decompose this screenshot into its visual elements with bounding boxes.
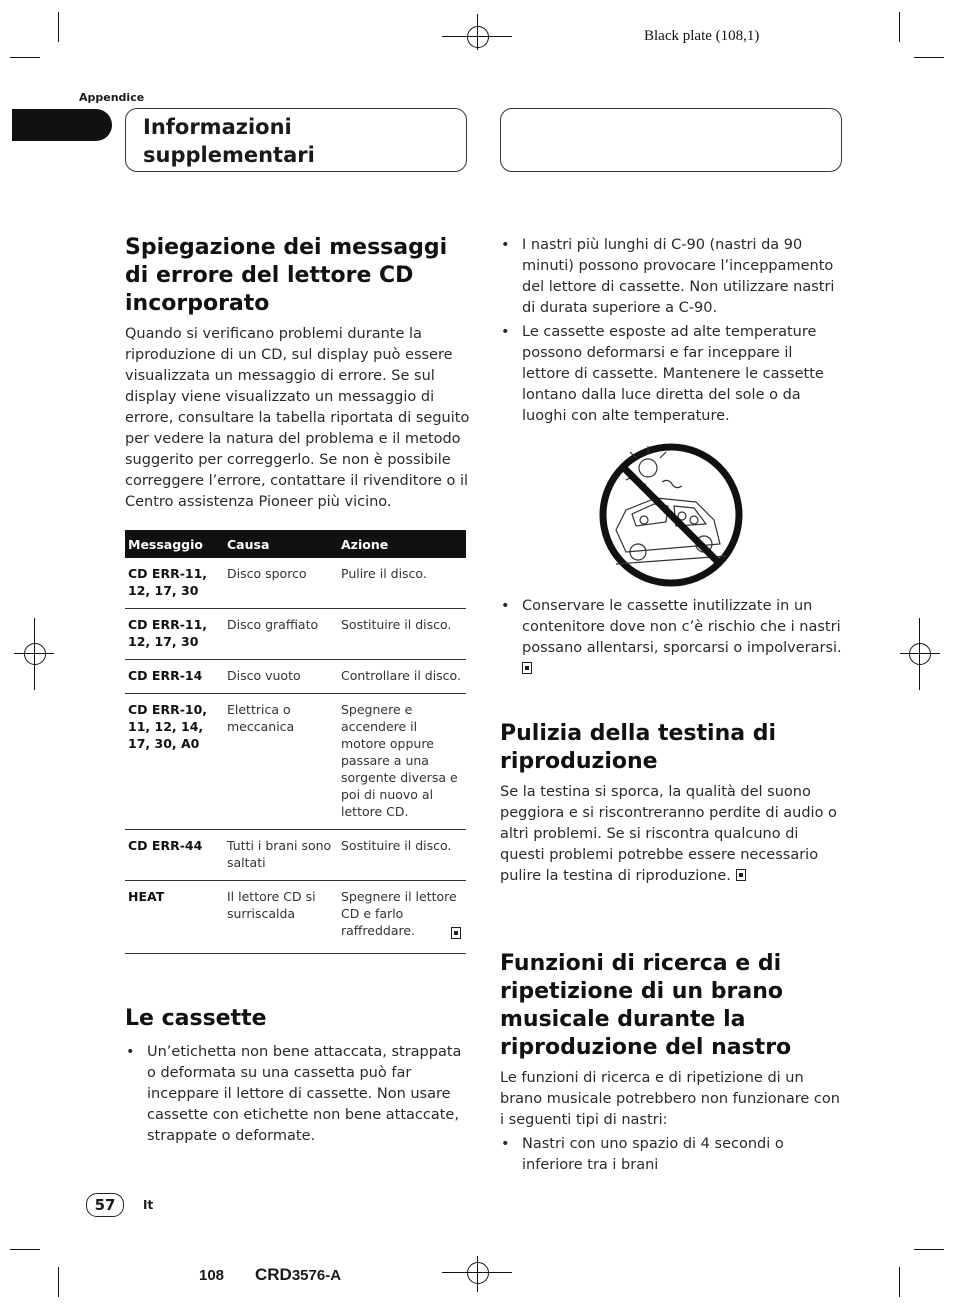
section-label: Appendice	[79, 91, 145, 104]
search-repeat-heading: Funzioni di ricerca e di ripetizione di un brano musicale durante la riproduzione del nastro	[500, 951, 792, 1060]
table-row: CD ERR-10, 11, 12, 14, 17, 30, A0 Elettrica o meccanica Spegnere e accendere il motore oppure passare a una sorgente diversa e poi di nuovo al lettore CD.	[125, 694, 466, 830]
end-mark-icon	[736, 869, 746, 881]
registration-mark	[900, 653, 940, 654]
col-header-messaggio: Messaggio	[125, 530, 224, 558]
col-header-azione: Azione	[338, 530, 466, 558]
chapter-title: Informazioni supplementari	[143, 115, 315, 167]
end-mark-icon	[451, 923, 461, 942]
search-repeat-section	[500, 950, 842, 1179]
col-header-causa: Causa	[224, 530, 338, 558]
table-header-row	[125, 530, 466, 558]
section-tab	[12, 109, 112, 141]
registration-mark	[477, 1256, 478, 1292]
list-item: • Un’etichetta non bene attaccata, strappata o deformata su una cassetta può far inceppare il lettore di cassette. Non usare cassette con etichette non bene attaccate, strappate o deformate.	[125, 1042, 470, 1147]
empty-title-box	[500, 108, 842, 172]
error-intro: Quando si verificano problemi durante la riproduzione di un CD, sul display può essere visualizzata un messaggio di errore. Se sul display viene visualizzato un messaggio di errore, consultare la tabella riportata di seguito per vedere la natura del problema e il metodo suggerito per correggerlo. Se non è possibile correggere l’errore, contattare il rivenditore o il Centro assistenza Pioneer più vicino.	[125, 326, 470, 510]
cassette-warning-list	[500, 235, 842, 427]
crop-mark	[58, 12, 59, 42]
error-messages-heading: Spiegazione dei messaggi di errore del lettore CD incorporato	[125, 235, 448, 316]
crop-mark	[58, 1267, 59, 1297]
page-number: 57	[86, 1193, 124, 1217]
head-cleaning-text: Se la testina si sporca, la qualità del suono peggiora e si riscontreranno perdite di audio o altri problemi. Se si riscontra qualcuno di questi problemi potrebbe essere necessario pulire la testina di riproduzione.	[500, 784, 837, 884]
cassette-storage-list	[500, 596, 842, 680]
registration-mark	[34, 618, 35, 690]
list-item: • I nastri più lunghi di C-90 (nastri da 90 minuti) possono provocare l’inceppamento del lettore di cassette. Non utilizzare nastri di durata superiore a C-90.	[500, 235, 842, 319]
table-row: CD ERR-11, 12, 17, 30 Disco graffiato Sostituire il disco.	[125, 609, 466, 660]
crop-mark	[914, 1249, 944, 1250]
head-cleaning-heading: Pulizia della testina di riproduzione	[500, 721, 777, 774]
registration-mark	[477, 14, 478, 50]
search-repeat-list	[500, 1134, 842, 1176]
crop-mark	[899, 1267, 900, 1297]
crop-mark	[914, 57, 944, 58]
end-mark-icon	[522, 662, 532, 674]
table-row: HEAT Il lettore CD si surriscalda Spegnere il lettore CD e farlo raffreddare.	[125, 881, 466, 954]
crop-mark	[10, 1249, 40, 1250]
table-row: CD ERR-11, 12, 17, 30 Disco sporco Pulire il disco.	[125, 558, 466, 609]
crop-mark	[10, 57, 40, 58]
cassette-section	[125, 1005, 470, 1150]
no-sunlight-car-icon	[596, 440, 746, 590]
registration-mark	[909, 643, 931, 665]
registration-mark	[467, 1262, 489, 1284]
registration-mark	[24, 643, 46, 665]
left-column	[125, 234, 470, 513]
print-page-number: 108	[199, 1267, 225, 1284]
cassette-heading: Le cassette	[125, 1006, 267, 1031]
list-item: • Nastri con uno spazio di 4 secondi o inferiore tra i brani	[500, 1134, 842, 1176]
chapter-title-box	[125, 108, 467, 172]
model-code: CRD3576-A	[255, 1265, 342, 1284]
search-repeat-text: Le funzioni di ricerca e di ripetizione di un brano musicale potrebbero non funzionare con i seguenti tipi di nastri:	[500, 1070, 840, 1128]
crop-mark	[899, 12, 900, 42]
language-code: It	[143, 1198, 154, 1212]
list-item: • Le cassette esposte ad alte temperature possono deformarsi e far inceppare il lettore di cassette. Mantenere le cassette lontano dalla luce diretta del sole o da luoghi con alte temperature.	[500, 322, 842, 427]
table-row: CD ERR-14 Disco vuoto Controllare il disco.	[125, 660, 466, 694]
error-table	[125, 530, 466, 954]
plate-label: Black plate (108,1)	[644, 28, 760, 44]
cassette-list	[125, 1042, 470, 1147]
list-item: • Conservare le cassette inutilizzate in un contenitore dove non c’è rischio che i nastri possano allentarsi, sporcarsi o impolverarsi.	[500, 596, 842, 680]
head-cleaning-section	[500, 720, 842, 887]
cassette-bullets-top	[500, 235, 842, 430]
registration-mark	[919, 618, 920, 690]
registration-mark	[467, 26, 489, 48]
table-row: CD ERR-44 Tutti i brani sono saltati Sostituire il disco.	[125, 830, 466, 881]
cassette-storage	[500, 596, 842, 683]
